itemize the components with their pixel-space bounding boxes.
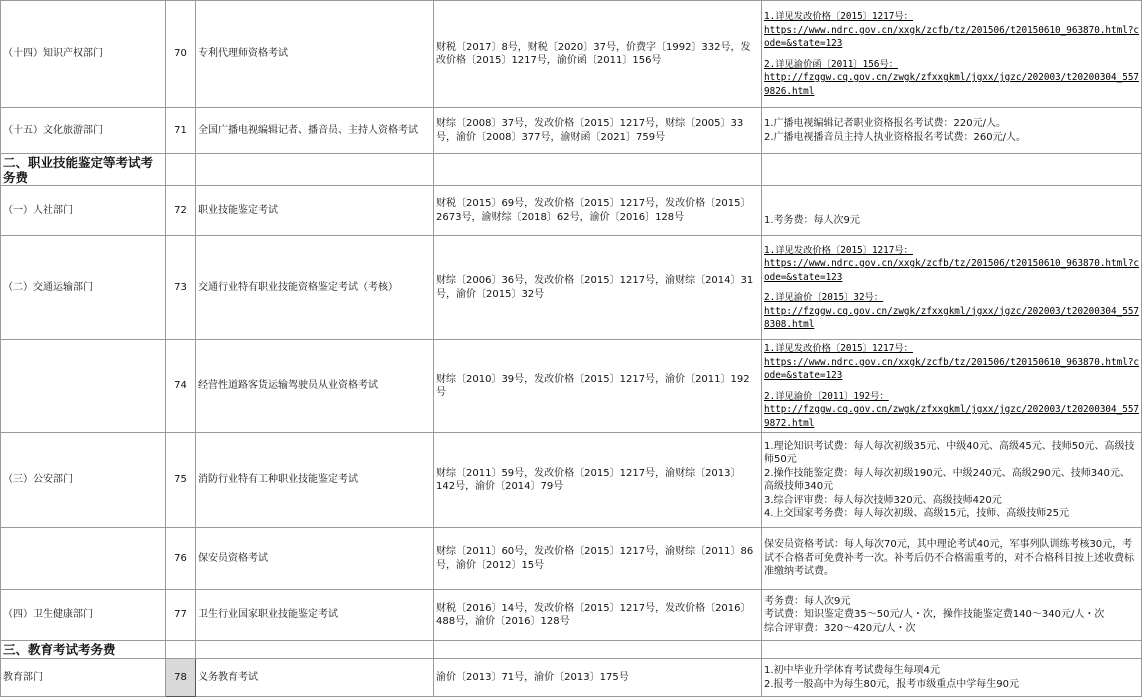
fee-note: 2.广播电视播音员主持人执业资格报名考试费：260元/人。 <box>764 131 1026 143</box>
fee-note: 1.理论知识考试费：每人每次初级35元、中级40元、高级45元、技师50元、高级技师50元 <box>764 440 1135 465</box>
reference-url[interactable]: http://fzggw.cq.gov.cn/zwgk/zfxxgkml/jgxx/jgzc/202003/t20200304_5579826.html <box>764 72 1140 97</box>
policy-basis: 财税〔2016〕14号，发改价格〔2015〕1217号，发改价格〔2016〕488号，渝价〔2016〕128号 <box>434 590 762 641</box>
dept-cell <box>1 340 166 433</box>
fee-note: 综合评审费：320～420元/人・次 <box>764 622 916 634</box>
table-row <box>1 528 1142 590</box>
item-number: 75 <box>166 433 196 528</box>
item-name: 专利代理师资格考试 <box>196 1 434 108</box>
item-name: 义务教育考试 <box>196 659 434 697</box>
policy-basis: 财税〔2015〕69号，发改价格〔2015〕1217号，发改价格〔2015〕2673号，渝财综〔2018〕62号，渝价〔2016〕128号 <box>434 186 762 236</box>
item-number: 70 <box>166 1 196 108</box>
fee-notes <box>762 659 1142 697</box>
dept-cell: （一）人社部门 <box>1 186 166 236</box>
dept-cell: （十四）知识产权部门 <box>1 1 166 108</box>
empty-cell <box>434 154 762 186</box>
fee-notes <box>762 433 1142 528</box>
empty-cell <box>196 154 434 186</box>
reference-links <box>762 236 1142 340</box>
item-number: 72 <box>166 186 196 236</box>
policy-basis: 渝价〔2013〕71号，渝价〔2013〕175号 <box>434 659 762 697</box>
item-name: 经营性道路客货运输驾驶员从业资格考试 <box>196 340 434 433</box>
policy-basis: 财综〔2011〕59号，发改价格〔2015〕1217号，渝财综〔2013〕142号，渝价〔2014〕79号 <box>434 433 762 528</box>
dept-cell <box>1 528 166 590</box>
reference-label[interactable]: 1.详见发改价格〔2015〕1217号： <box>764 343 913 354</box>
dept-cell: （三）公安部门 <box>1 433 166 528</box>
item-name: 交通行业特有职业技能资格鉴定考试（考核） <box>196 236 434 340</box>
fee-note: 考务费：每人次9元 <box>764 595 851 607</box>
table-row <box>1 590 1142 641</box>
reference-url[interactable]: http://fzggw.cq.gov.cn/zwgk/zfxxgkml/jgxx/jgzc/202003/t20200304_5579872.html <box>764 404 1140 429</box>
policy-basis: 财综〔2008〕37号，发改价格〔2015〕1217号，财综〔2005〕33号，渝价〔2008〕377号，渝财函〔2021〕759号 <box>434 108 762 154</box>
table-row <box>1 433 1142 528</box>
item-number[interactable]: 78 <box>166 659 196 697</box>
table-row <box>1 1 1142 108</box>
fee-note: 1.广播电视编辑记者职业资格报名考试费：220元/人。 <box>764 118 1006 129</box>
section-heading: 二、职业技能鉴定等考试考务费 <box>1 154 166 186</box>
policy-basis: 财税〔2017〕8号，财税〔2020〕37号，价费字〔1992〕332号，发改价格〔2015〕1217号，渝价函〔2011〕156号 <box>434 1 762 108</box>
section-heading: 三、教育考试考务费 <box>1 641 166 659</box>
dept-cell: 教育部门 <box>1 659 166 697</box>
reference-url[interactable]: http://fzggw.cq.gov.cn/zwgk/zfxxgkml/jgxx/jgzc/202003/t20200304_5578308.html <box>764 305 1140 330</box>
reference-url[interactable]: https://www.ndrc.gov.cn/xxgk/zcfb/tz/201506/t20150610_963870.html?code=&state=123 <box>764 258 1140 283</box>
item-name: 消防行业特有工种职业技能鉴定考试 <box>196 433 434 528</box>
item-name: 全国广播电视编辑记者、播音员、主持人资格考试 <box>196 108 434 154</box>
fee-note: 3.综合评审费：每人每次技师320元、高级技师420元 <box>764 494 1002 506</box>
item-number: 71 <box>166 108 196 154</box>
table-row <box>1 659 1142 697</box>
reference-label[interactable]: 2.详见渝价〔2011〕192号： <box>764 390 889 402</box>
table-row <box>1 236 1142 340</box>
policy-basis: 财综〔2011〕60号，发改价格〔2015〕1217号，渝财综〔2011〕86号，渝价〔2012〕15号 <box>434 528 762 590</box>
dept-cell: （十五）文化旅游部门 <box>1 108 166 154</box>
dept-cell: （四）卫生健康部门 <box>1 590 166 641</box>
reference-url[interactable]: https://www.ndrc.gov.cn/xxgk/zcfb/tz/201506/t20150610_963870.html?code=&state=123 <box>764 24 1140 49</box>
item-number: 74 <box>166 340 196 433</box>
policy-basis: 财综〔2010〕39号，发改价格〔2015〕1217号，渝价〔2011〕192号 <box>434 340 762 433</box>
section-row <box>1 641 1142 659</box>
reference-url[interactable]: https://www.ndrc.gov.cn/xxgk/zcfb/tz/201506/t20150610_963870.html?code=&state=123 <box>764 356 1140 381</box>
reference-label[interactable]: 2.详见渝价函〔2011〕156号： <box>764 58 899 70</box>
item-name: 卫生行业国家职业技能鉴定考试 <box>196 590 434 641</box>
reference-label[interactable]: 2.详见渝价〔2015〕32号： <box>764 292 884 303</box>
item-name: 职业技能鉴定考试 <box>196 186 434 236</box>
table-row <box>1 340 1142 433</box>
dept-cell: （二）交通运输部门 <box>1 236 166 340</box>
fee-note: 1.考务费：每人次9元 <box>764 215 860 226</box>
reference-label[interactable]: 1.详见发改价格〔2015〕1217号： <box>764 11 913 22</box>
fee-notes <box>762 528 1142 590</box>
item-number: 77 <box>166 590 196 641</box>
section-row <box>1 154 1142 186</box>
fee-note: 保安员资格考试：每人每次70元，其中理论考试40元，军事列队训练考核30元，考试不合格者可免费补考一次。补考后仍不合格需重考的，对不合格科目按上述收费标准缴纳考试费。 <box>764 539 1134 578</box>
fee-note: 2.报考一般高中为每生80元，报考市级重点中学每生90元 <box>764 678 1019 690</box>
empty-cell <box>196 641 434 659</box>
reference-links <box>762 340 1142 433</box>
empty-cell <box>762 154 1142 186</box>
table-row <box>1 186 1142 236</box>
reference-links <box>762 1 1142 108</box>
fee-note: 1.初中毕业升学体育考试费每生每项4元 <box>764 665 940 676</box>
item-number: 76 <box>166 528 196 590</box>
empty-cell <box>166 154 196 186</box>
fee-note: 考试费：知识鉴定费35～50元/人・次，操作技能鉴定费140～340元/人・次 <box>764 609 1105 621</box>
fee-note: 4.上交国家考务费：每人每次初级、高级15元，技师、高级技师25元 <box>764 508 1069 519</box>
item-name: 保安员资格考试 <box>196 528 434 590</box>
empty-cell <box>434 641 762 659</box>
table-row <box>1 108 1142 154</box>
item-number: 73 <box>166 236 196 340</box>
empty-cell <box>762 641 1142 659</box>
fee-notes <box>762 108 1142 154</box>
fee-notes <box>762 590 1142 641</box>
empty-cell <box>166 641 196 659</box>
policy-basis: 财综〔2006〕36号，发改价格〔2015〕1217号，渝财综〔2014〕31号，渝价〔2015〕32号 <box>434 236 762 340</box>
reference-label[interactable]: 1.详见发改价格〔2015〕1217号： <box>764 244 913 256</box>
fee-notes <box>762 186 1142 236</box>
fee-note: 2.操作技能鉴定费：每人每次初级190元、中级240元、高级290元、技师340元、高级技师340元 <box>764 467 1130 492</box>
